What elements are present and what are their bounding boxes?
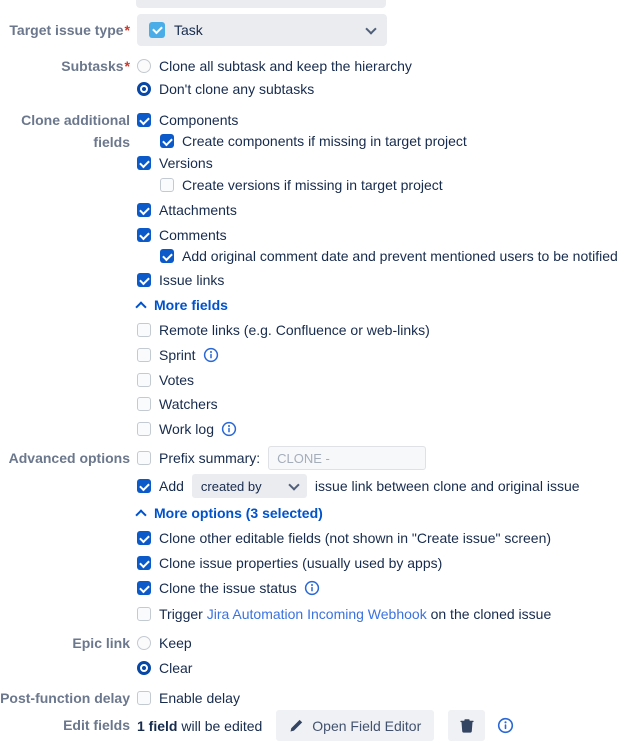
votes-checkbox-label[interactable]: Votes bbox=[159, 372, 195, 388]
add-issue-link-checkbox[interactable] bbox=[137, 479, 151, 493]
epic-link-row bbox=[0, 633, 628, 653]
create-components-row bbox=[0, 131, 628, 151]
info-icon[interactable] bbox=[497, 717, 514, 734]
clone-issue-status-row bbox=[0, 578, 628, 598]
delete-fields-button[interactable] bbox=[448, 710, 485, 741]
create-versions-row bbox=[0, 175, 628, 195]
required-asterisk: * bbox=[124, 21, 130, 38]
prefix-summary-checkbox-label[interactable]: Prefix summary: bbox=[159, 450, 261, 466]
edited-field-count: 1 field bbox=[137, 717, 178, 734]
attachments-checkbox[interactable] bbox=[137, 203, 151, 217]
create-versions-checkbox[interactable] bbox=[160, 178, 174, 192]
subtasks-option-row bbox=[0, 79, 628, 99]
epic-link-clear-row bbox=[0, 658, 628, 678]
create-versions-checkbox-label[interactable]: Create versions if missing in target project bbox=[182, 177, 443, 193]
enable-delay-checkbox-label[interactable]: Enable delay bbox=[159, 690, 240, 706]
versions-row bbox=[0, 153, 628, 173]
info-icon[interactable] bbox=[221, 421, 237, 437]
add-original-comment-checkbox-label[interactable]: Add original comment date and prevent mentioned users to be notified bbox=[182, 248, 618, 264]
clone-all-subtasks-option-label[interactable]: Clone all subtask and keep the hierarchy bbox=[159, 58, 412, 74]
clone-other-editable-checkbox-label[interactable]: Clone other editable fields (not shown in "Create issue" screen) bbox=[159, 530, 552, 546]
create-components-checkbox-label[interactable]: Create components if missing in target project bbox=[182, 133, 467, 149]
post-function-delay-label: Post-function delay bbox=[0, 689, 130, 706]
sprint-checkbox-label[interactable]: Sprint bbox=[159, 347, 196, 363]
add-original-comment-row bbox=[0, 246, 628, 266]
enable-delay-checkbox[interactable] bbox=[137, 691, 151, 705]
attachments-checkbox-label[interactable]: Attachments bbox=[159, 202, 237, 218]
remote-links-checkbox[interactable] bbox=[137, 323, 151, 337]
prefix-summary-input[interactable] bbox=[268, 446, 426, 470]
post-function-delay-row bbox=[0, 688, 628, 708]
comments-checkbox[interactable] bbox=[137, 228, 151, 242]
epic-link-clear-option-label[interactable]: Clear bbox=[159, 660, 193, 676]
chevron-up-icon bbox=[135, 509, 146, 520]
open-field-editor-button-label: Open Field Editor bbox=[312, 717, 422, 734]
more-fields-toggle-row bbox=[0, 295, 628, 315]
votes-row bbox=[0, 370, 628, 390]
link-type-select[interactable] bbox=[192, 474, 307, 498]
advanced-options-label: Advanced options bbox=[8, 449, 130, 466]
add-issue-link-checkbox-label[interactable]: Add bbox=[159, 478, 184, 494]
epic-link-keep-option-label[interactable]: Keep bbox=[159, 635, 192, 651]
epic-link-label: Epic link bbox=[72, 634, 130, 651]
comments-checkbox-label[interactable]: Comments bbox=[159, 227, 227, 243]
issue-links-checkbox[interactable] bbox=[137, 273, 151, 287]
task-issue-type-icon bbox=[149, 22, 165, 38]
edit-fields-row bbox=[0, 710, 628, 741]
edited-field-suffix: will be edited bbox=[177, 717, 263, 734]
votes-checkbox[interactable] bbox=[137, 373, 151, 387]
pencil-icon bbox=[289, 718, 304, 733]
add-issue-link-suffix-text: issue link between clone and original issue bbox=[314, 478, 580, 494]
attachments-row bbox=[0, 200, 628, 220]
prefix-summary-checkbox[interactable] bbox=[137, 451, 151, 465]
watchers-checkbox-label[interactable]: Watchers bbox=[159, 396, 218, 412]
prefix-summary-row bbox=[0, 446, 628, 470]
issue-links-row bbox=[0, 270, 628, 290]
clone-other-editable-checkbox[interactable] bbox=[137, 531, 151, 545]
remote-links-row bbox=[0, 320, 628, 340]
clone-other-editable-row bbox=[0, 528, 628, 548]
link-type-value: created by bbox=[200, 478, 262, 494]
clone-additional-fields-label: Clone additional fields bbox=[21, 112, 130, 150]
required-asterisk: * bbox=[124, 57, 130, 74]
trigger-webhook-label bbox=[159, 606, 551, 622]
add-issue-link-row bbox=[0, 474, 628, 498]
subtasks-label-text: Subtasks bbox=[61, 57, 124, 74]
remote-links-checkbox-label[interactable]: Remote links (e.g. Confluence or web-links) bbox=[159, 322, 430, 338]
target-issue-type-label bbox=[0, 22, 130, 39]
epic-link-clear-radio[interactable] bbox=[137, 661, 151, 675]
trash-icon bbox=[459, 718, 475, 734]
create-components-checkbox[interactable] bbox=[160, 134, 174, 148]
more-fields-toggle-label: More fields bbox=[154, 297, 228, 313]
target-issue-type-select[interactable] bbox=[137, 14, 387, 46]
components-checkbox[interactable] bbox=[137, 113, 151, 127]
watchers-checkbox[interactable] bbox=[137, 397, 151, 411]
chevron-down-icon bbox=[288, 479, 299, 490]
trigger-suffix-text: on the cloned issue bbox=[426, 606, 552, 622]
chevron-down-icon bbox=[365, 23, 376, 34]
clone-issue-properties-checkbox[interactable] bbox=[137, 556, 151, 570]
edit-fields-label: Edit fields bbox=[63, 717, 130, 733]
subtasks-label bbox=[0, 58, 130, 75]
chevron-up-icon bbox=[135, 301, 146, 312]
dont-clone-subtasks-option-label[interactable]: Don't clone any subtasks bbox=[159, 81, 315, 97]
issue-links-checkbox-label[interactable]: Issue links bbox=[159, 272, 225, 288]
sprint-checkbox[interactable] bbox=[137, 348, 151, 362]
jira-automation-webhook-link[interactable]: Jira Automation Incoming Webhook bbox=[206, 606, 427, 622]
trigger-webhook-row bbox=[0, 604, 628, 624]
work-log-checkbox[interactable] bbox=[137, 422, 151, 436]
trigger-webhook-checkbox[interactable] bbox=[137, 607, 151, 621]
comments-row bbox=[0, 225, 628, 245]
clone-issue-properties-row bbox=[0, 553, 628, 573]
clone-issue-status-checkbox-label[interactable]: Clone the issue status bbox=[159, 580, 297, 596]
cropped-field-above[interactable] bbox=[136, 0, 386, 8]
info-icon[interactable] bbox=[203, 347, 219, 363]
more-options-toggle[interactable] bbox=[137, 505, 323, 521]
target-issue-type-row bbox=[0, 14, 628, 46]
add-original-comment-checkbox[interactable] bbox=[160, 249, 174, 263]
work-log-checkbox-label[interactable]: Work log bbox=[159, 421, 214, 437]
components-checkbox-label[interactable]: Components bbox=[159, 112, 239, 128]
subtasks-row bbox=[0, 56, 628, 76]
target-issue-type-label-text: Target issue type bbox=[9, 21, 124, 38]
clone-issue-status-checkbox[interactable] bbox=[137, 581, 151, 595]
info-icon[interactable] bbox=[304, 580, 320, 596]
more-options-toggle-label: More options (3 selected) bbox=[154, 505, 323, 521]
watchers-row bbox=[0, 394, 628, 414]
versions-checkbox-label[interactable]: Versions bbox=[159, 155, 213, 171]
sprint-row bbox=[0, 345, 628, 365]
epic-link-keep-radio[interactable] bbox=[137, 636, 151, 650]
clone-issue-properties-checkbox-label[interactable]: Clone issue properties (usually used by apps) bbox=[159, 555, 443, 571]
work-log-row bbox=[0, 419, 628, 439]
edit-fields-status-text bbox=[137, 718, 262, 734]
dont-clone-subtasks-radio[interactable] bbox=[137, 82, 151, 96]
trigger-prefix-text: Trigger bbox=[159, 606, 207, 622]
more-options-toggle-row bbox=[0, 503, 628, 523]
clone-all-subtasks-radio[interactable] bbox=[137, 59, 151, 73]
versions-checkbox[interactable] bbox=[137, 156, 151, 170]
target-issue-type-value: Task bbox=[174, 22, 203, 38]
more-fields-toggle[interactable] bbox=[137, 297, 228, 313]
open-field-editor-button[interactable] bbox=[276, 710, 434, 741]
